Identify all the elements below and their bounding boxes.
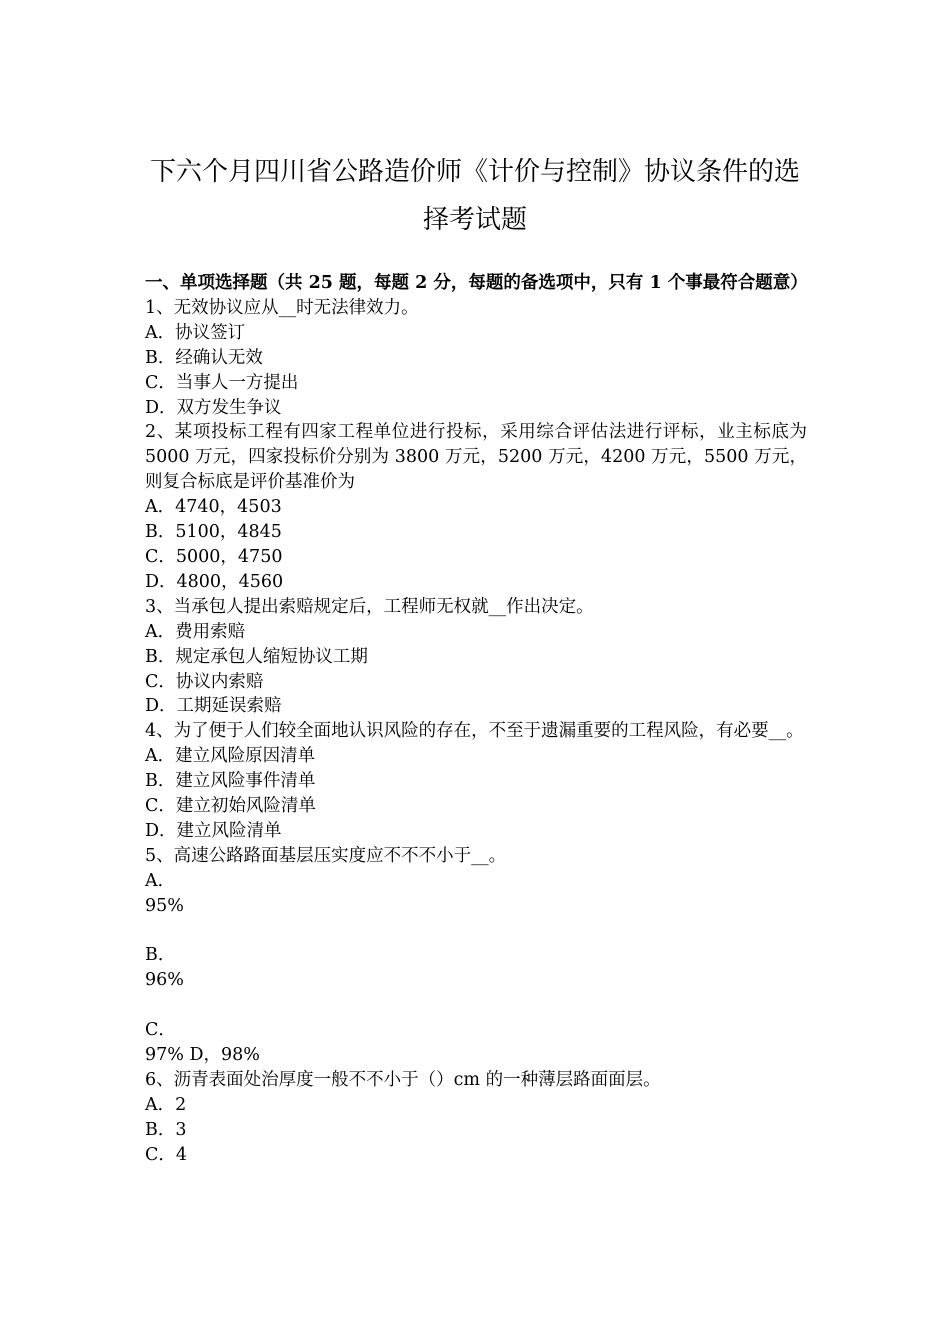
blank-line (145, 919, 807, 944)
option-c: C．协议内索赔 (145, 671, 264, 692)
document-title (145, 148, 805, 244)
question-stem: 1、无效协议应从__时无法律效力。 (145, 297, 419, 318)
title-line-1: 下六个月四川省公路造价师《计价与控制》协议条件的选 (149, 157, 800, 187)
document-body (145, 271, 807, 1168)
option-b: B．经确认无效 (145, 347, 263, 368)
option-c-label: C． (145, 1020, 176, 1041)
question-6 (145, 1068, 807, 1168)
question-4 (145, 719, 807, 844)
option-d: D．工期延误索赔 (145, 696, 282, 717)
option-cd-value: 97% D，98% (145, 1045, 260, 1066)
option-b: B．3 (145, 1119, 187, 1140)
option-a-value: 95% (145, 895, 184, 916)
option-b: B．规定承包人缩短协议工期 (145, 646, 368, 667)
option-a: A．费用索赔 (145, 621, 246, 642)
option-c: C．当事人一方提出 (145, 372, 299, 393)
title-line-2: 择考试题 (422, 205, 527, 235)
option-c: C．建立初始风险清单 (145, 796, 316, 817)
option-b: B．建立风险事件清单 (145, 771, 316, 792)
question-stem: 4、为了便于人们较全面地认识风险的存在，不至于遗漏重要的工程风险，有必要__。 (145, 721, 804, 742)
question-3 (145, 595, 807, 720)
option-a: A．4740，4503 (145, 497, 282, 518)
question-2 (145, 420, 807, 594)
option-b: B．5100，4845 (145, 522, 282, 543)
option-d: D．4800，4560 (145, 571, 284, 592)
question-stem: 2、某项投标工程有四家工程单位进行投标，采用综合评估法进行评标，业主标底为 5000 万元，四家投标价分别为 3800 万元，5200 万元，4200 万元，5500 万元，则复合标底是评价基准价为 (145, 422, 807, 493)
question-stem: 3、当承包人提出索赔规定后，工程师无权就__作出决定。 (145, 596, 594, 617)
option-c: C．4 (145, 1144, 188, 1165)
option-a: A．协议签订 (145, 322, 246, 343)
blank-line (145, 993, 807, 1018)
section-heading: 一、单项选择题（共 25 题，每题 2 分，每题的备选项中，只有 1 个事最符合题意） (145, 273, 808, 293)
option-d: D．建立风险清单 (145, 820, 282, 841)
option-a: A．2 (145, 1094, 187, 1115)
option-b-label: B． (145, 945, 176, 966)
option-a: A．建立风险原因清单 (145, 746, 316, 767)
question-5 (145, 844, 807, 1068)
question-stem: 6、沥青表面处治厚度一般不不小于（）cm 的一种薄层路面面层。 (145, 1069, 661, 1090)
option-c: C．5000，4750 (145, 546, 283, 567)
option-d: D．双方发生争议 (145, 397, 282, 418)
option-b-value: 96% (145, 970, 184, 991)
question-1 (145, 296, 807, 421)
option-a-label: A． (145, 870, 176, 891)
question-stem: 5、高速公路路面基层压实度应不不不小于__。 (145, 845, 507, 866)
